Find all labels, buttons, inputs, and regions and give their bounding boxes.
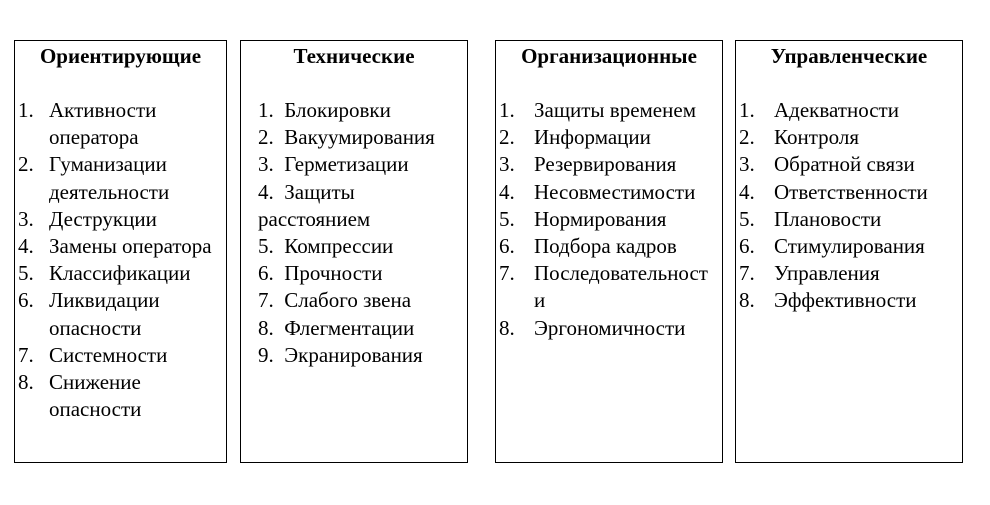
item-text: Эргономичности xyxy=(534,315,686,340)
item-number: 4. xyxy=(258,179,274,204)
item-number: 7. xyxy=(499,261,515,286)
item-number: 3. xyxy=(739,152,755,177)
principle-list xyxy=(241,97,467,369)
list-item xyxy=(739,287,962,314)
item-number: 3. xyxy=(499,152,515,177)
list-item xyxy=(18,369,226,423)
list-item xyxy=(739,260,962,287)
list-item xyxy=(499,260,722,314)
item-number: 5. xyxy=(258,234,274,259)
item-number: 8. xyxy=(739,288,755,313)
item-number: 9. xyxy=(258,342,274,367)
item-text: Снижение опасности xyxy=(49,370,142,422)
list-item xyxy=(258,287,467,314)
item-text: Вакуумирования xyxy=(284,125,435,150)
list-item xyxy=(258,124,467,151)
list-item xyxy=(18,97,226,151)
item-number: 6. xyxy=(18,288,34,313)
item-number: 2. xyxy=(499,125,515,150)
item-text: Прочности xyxy=(284,261,383,286)
list-item xyxy=(739,206,962,233)
item-text: Деструкции xyxy=(49,206,157,231)
list-item xyxy=(258,260,467,287)
item-number: 5. xyxy=(18,261,34,286)
box-title: Ориентирующие xyxy=(39,44,202,68)
box-organizational xyxy=(495,40,723,463)
item-number: 1. xyxy=(18,98,34,122)
item-number: 6. xyxy=(739,234,755,259)
list-item xyxy=(739,124,962,151)
item-number: 2. xyxy=(18,152,34,177)
item-number: 7. xyxy=(739,261,755,286)
item-text: Замены оператора xyxy=(49,234,212,259)
list-item xyxy=(739,179,962,206)
item-number: 3. xyxy=(258,152,274,177)
item-text: Гуманизации деятельности xyxy=(49,152,170,204)
item-text: Последовательности xyxy=(534,261,708,313)
list-item xyxy=(499,206,722,233)
item-number: 5. xyxy=(739,206,755,231)
item-number: 4. xyxy=(18,234,34,259)
item-number: 4. xyxy=(739,179,755,204)
list-item xyxy=(258,315,467,342)
item-text: Ликвидации опасности xyxy=(49,288,160,340)
item-text: Стимулирования xyxy=(774,234,925,259)
list-item xyxy=(258,97,467,124)
list-item xyxy=(18,260,226,287)
list-item xyxy=(739,233,962,260)
box-title: Технические xyxy=(293,44,415,68)
item-number: 1. xyxy=(739,98,755,122)
box-technical xyxy=(240,40,468,463)
item-text: Герметизации xyxy=(284,152,409,177)
list-item xyxy=(499,97,722,124)
item-text: Защиты временем xyxy=(534,98,696,122)
item-text: Компрессии xyxy=(284,234,394,259)
item-number: 4. xyxy=(499,179,515,204)
list-item xyxy=(18,151,226,205)
item-text: Системности xyxy=(49,342,168,367)
item-text: Подбора кадров xyxy=(534,234,677,259)
item-text: Резервирования xyxy=(534,152,677,177)
list-item xyxy=(258,342,467,369)
list-item xyxy=(18,287,226,341)
item-number: 1. xyxy=(258,98,274,122)
item-text: Ответственности xyxy=(774,179,928,204)
item-text: Активности оператора xyxy=(49,98,157,150)
item-text: Плановости xyxy=(774,206,882,231)
list-item xyxy=(499,315,722,342)
item-text: Обратной связи xyxy=(774,152,915,177)
item-text: Адекватности xyxy=(774,98,899,122)
item-text: Экранирования xyxy=(284,342,423,367)
item-text: Слабого звена xyxy=(284,288,412,313)
item-number: 2. xyxy=(258,125,274,150)
item-number: 7. xyxy=(18,342,34,367)
item-number: 5. xyxy=(499,206,515,231)
item-number: 7. xyxy=(258,288,274,313)
list-item xyxy=(258,151,467,178)
list-item xyxy=(499,233,722,260)
list-item xyxy=(499,124,722,151)
box-title: Управленческие xyxy=(770,44,928,68)
list-item xyxy=(18,233,226,260)
item-text: Классификации xyxy=(49,261,191,286)
item-number: 8. xyxy=(499,315,515,340)
item-text: Нормирования xyxy=(534,206,667,231)
principle-list xyxy=(736,97,962,315)
item-text: Блокировки xyxy=(284,98,391,122)
item-text: Информации xyxy=(534,125,651,150)
list-item xyxy=(499,151,722,178)
item-number: 8. xyxy=(18,370,34,395)
box-managerial xyxy=(735,40,963,463)
list-item xyxy=(18,206,226,233)
list-item xyxy=(499,179,722,206)
box-title: Организационные xyxy=(521,44,697,68)
box-orienting xyxy=(14,40,227,463)
item-number: 8. xyxy=(258,315,274,340)
list-item xyxy=(258,233,467,260)
principle-list xyxy=(15,97,226,423)
item-text: Флегментации xyxy=(284,315,415,340)
item-text: Контроля xyxy=(774,125,859,150)
item-number: 6. xyxy=(499,234,515,259)
item-text: Эффективности xyxy=(774,288,917,313)
list-item xyxy=(739,151,962,178)
item-text: Несовместимости xyxy=(534,179,696,204)
item-number: 1. xyxy=(499,98,515,122)
item-number: 3. xyxy=(18,206,34,231)
item-text: Управления xyxy=(774,261,880,286)
item-number: 2. xyxy=(739,125,755,150)
item-number: 6. xyxy=(258,261,274,286)
principle-list xyxy=(496,97,722,342)
list-item xyxy=(739,97,962,124)
item-text: Защиты расстоянием xyxy=(258,179,371,231)
list-item xyxy=(18,342,226,369)
list-item xyxy=(258,179,463,233)
